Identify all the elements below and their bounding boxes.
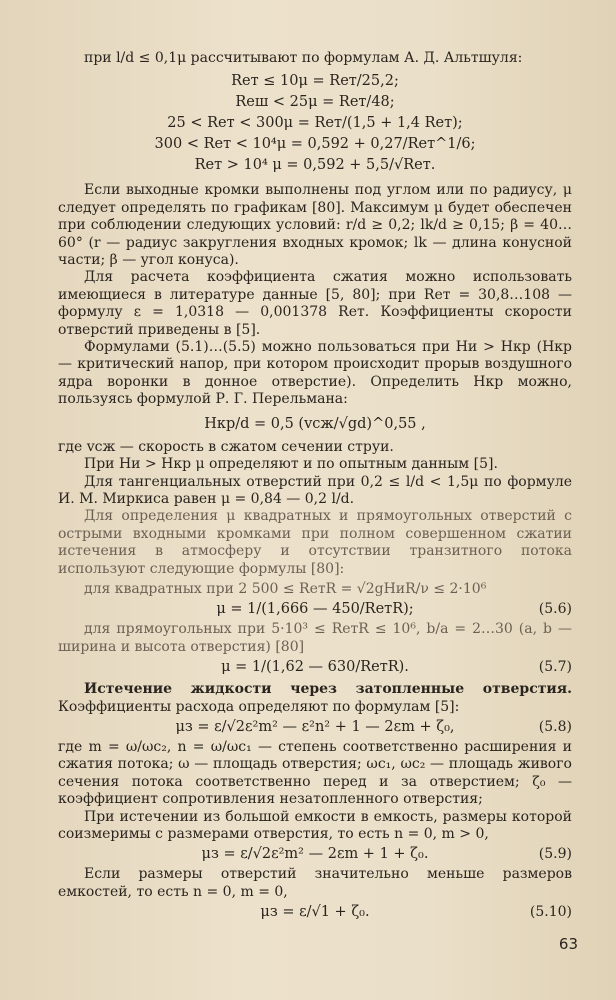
paragraph: Для расчета коэффициента сжатия можно использовать имеющиеся в литературе данные [5, 80]; при Reт = 30,8…108 — формулу ε = 1,0318 — 0,001378 Reт. Коэффициенты скорости отверстий приведены в [5]. [58,269,572,338]
altshul-formulas [58,71,572,176]
hkr-formula: Hкр/d = 0,5 (vсж/√gd)^0,55 , [204,415,426,432]
formula-line: Reш < 25μ = Reт/48; [235,94,395,111]
equation-5-10 [58,901,572,924]
equation-number: (5.10) [529,904,572,921]
paragraph: где vсж — скорость в сжатом сечении струи. [58,438,394,455]
formula-line: 25 < Reт < 300μ = Reт/(1,5 + 1,4 Reт); [167,115,463,132]
section-paragraph [58,681,572,716]
equation-number: (5.7) [538,659,572,676]
equation-5-7 [58,656,572,679]
paragraph: Если выходные кромки выполнены под углом или по радиусу, μ следует определять по графикам [80]. Максимум μ будет обеспечен при соблюдении следующих условий: r/d ≥ 0,2; lk/d ≥ 0,15; β = 40…60° (r — радиус закругления входных кромок; lk — длина конусной части; β — угол конуса). [58,182,572,269]
paragraph: Если размеры отверстий значительно меньше размеров емкостей, то есть n = 0, m = 0, [58,866,572,900]
paragraph: где m = ω/ωс₂, n = ω/ωс₁ — степень соответственно расширения и сжатия потока; ω — площадь отверстия; ωс₁, ωс₂ — площадь живого сечения потока соответственно перед и за отверстием; ζ₀ — коэффициент сопротивления незатопленного отверстия; [58,738,572,808]
intro-text: при l/d ≤ 0,1μ рассчитывают по формулам А. Д. Альтшуля: [84,50,523,66]
formula-line: 300 < Reт < 10⁴μ = 0,592 + 0,27/Reт^1/6; [154,136,476,153]
equation-5-6 [58,598,572,621]
square-condition: для квадратных при 2 500 ≤ ReтR = √2gHиR/ν ≤ 2·10⁶ [84,580,487,597]
paragraph: Формулами (5.1)…(5.5) можно пользоваться при Hи > Hкр (Hкр — критический напор, при котором происходит прорыв воздушного ядра воронки в донное отверстие). Определить Hкр можно, пользуясь формулой Р. Г. Перельмана: [58,339,572,408]
equation-expr: μ = 1/(1,62 — 630/ReтR). [221,659,409,676]
formula-line: Reт ≤ 10μ = Reт/25,2; [231,73,399,90]
rect-condition: для прямоугольных при 5·10³ ≤ ReтR ≤ 10⁶, b/a = 2…30 (a, b — ширина и высота отверстия) [80] [58,621,572,655]
section-text: Коэффициенты расхода определяют по формулам [5]: [58,698,460,715]
paragraph: При Hи > Hкр μ определяют и по опытным данным [5]. [84,456,498,473]
paragraph: При истечении из большой емкости в емкость, размеры которой соизмеримы с размерами отверстия, то есть n = 0, m > 0, [58,808,572,842]
paragraph: Для тангенциальных отверстий при 0,2 ≤ l/d < 1,5μ по формуле И. М. Миркиса равен μ = 0,84 — 0,2 l/d. [58,473,572,507]
paragraph: Для определения μ квадратных и прямоугольных отверстий с острыми входными кромками при полном совершенном сжатии истечения в атмосферу и отсутствии транзитного потока используют следующие формулы [80]: [58,508,572,577]
equation-expr: μз = ε/√2ε²m² — 2εm + 1 + ζ₀. [201,846,429,863]
page-number: 63 [558,935,578,953]
formula-line: Reт > 10⁴ μ = 0,592 + 5,5/√Reт. [194,157,436,174]
equation-number: (5.8) [538,718,572,735]
equation-number: (5.9) [538,846,572,863]
equation-expr: μз = ε/√2ε²m² — ε²n² + 1 — 2εm + ζ₀, [175,718,455,735]
equation-expr: μз = ε/√1 + ζ₀. [260,904,370,921]
section-heading: Истечение жидкости через затопленные отверстия. [84,681,572,698]
equation-number: (5.6) [538,601,572,618]
equation-5-9 [58,843,572,866]
equation-5-8 [58,716,572,739]
equation-expr: μ = 1/(1,666 — 450/ReтR); [216,601,414,618]
